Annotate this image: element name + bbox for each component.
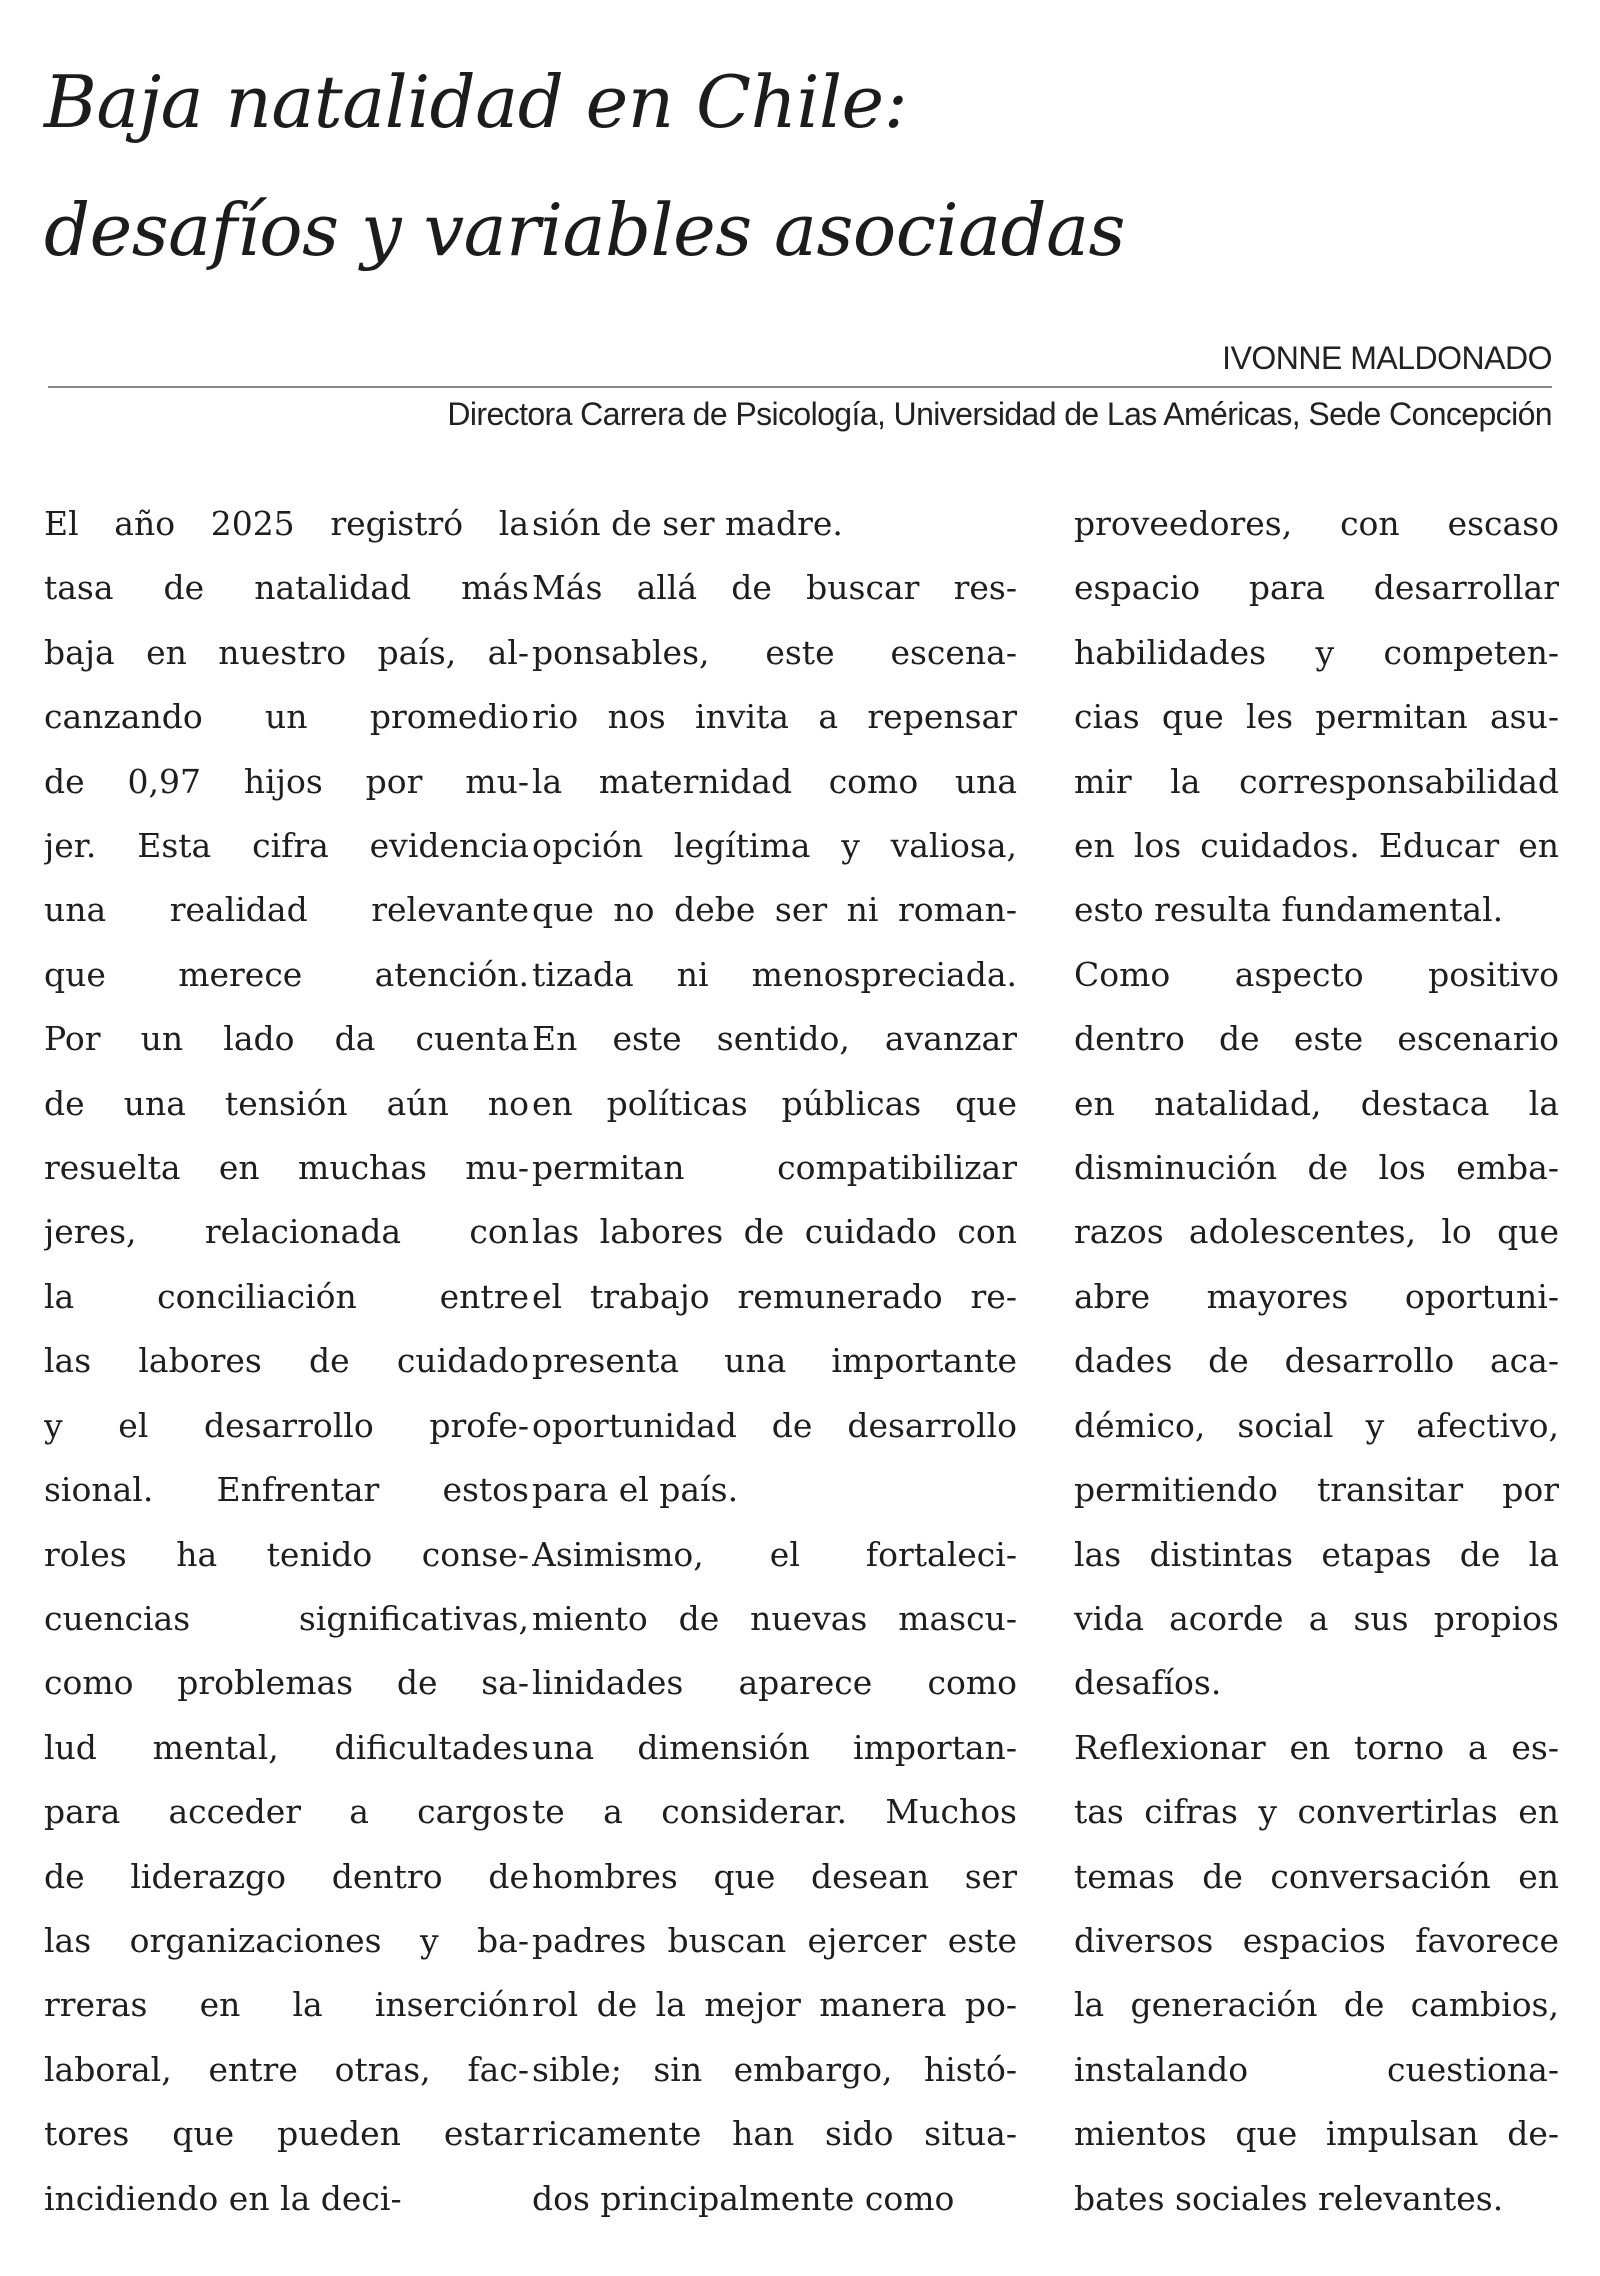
text-line: el trabajo remunerado re- [532, 1276, 1017, 1316]
text-line: razos adolescentes, lo que [1074, 1212, 1559, 1252]
text-line: que merece atención. [44, 954, 529, 994]
text-line: oportunidad de desarrollo [532, 1405, 1017, 1445]
text-line: de 0,97 hijos por mu- [44, 761, 529, 801]
text-line: las organizaciones y ba- [44, 1920, 529, 1960]
text-line: resuelta en muchas mu- [44, 1148, 529, 1188]
text-line: Por un lado da cuenta [44, 1019, 529, 1059]
article-title-line: desafíos y variables asociadas [44, 188, 1125, 272]
text-line: instalando cuestiona- [1074, 2049, 1559, 2089]
text-line: tores que pueden estar [44, 2114, 529, 2154]
text-line: temas de conversación en [1074, 1856, 1559, 1896]
text-line: sión de ser madre. [532, 504, 843, 543]
text-line: de una tensión aún no [44, 1083, 529, 1123]
text-line: Reflexionar en torno a es- [1074, 1727, 1559, 1767]
text-line: permitiendo transitar por [1074, 1470, 1559, 1510]
text-line: linidades aparece como [532, 1663, 1017, 1703]
text-line: miento de nuevas mascu- [532, 1598, 1017, 1638]
author-affiliation: Directora Carrera de Psicología, Universidad de Las Américas, Sede Concepción [447, 396, 1552, 432]
paragraph [532, 1523, 1017, 2231]
text-line: en los cuidados. Educar en [1074, 826, 1559, 866]
paragraph [1074, 943, 1559, 1716]
text-line: laboral, entre otras, fac- [44, 2049, 529, 2089]
text-line: bates sociales relevantes. [1074, 2178, 1504, 2218]
text-line: ricamente han sido situa- [532, 2114, 1017, 2154]
paragraph [1074, 492, 1559, 943]
text-line: vida acorde a sus propios [1074, 1598, 1559, 1638]
text-line: para el país. [532, 1470, 739, 1510]
text-line: sible; sin embargo, histó- [532, 2049, 1017, 2089]
text-line: démico, social y afectivo, [1074, 1405, 1559, 1445]
text-line: rol de la mejor manera po- [532, 1985, 1017, 2025]
text-line: En este sentido, avanzar [532, 1019, 1017, 1059]
author-name: IVONNE MALDONADO [1222, 340, 1552, 376]
text-line: El año 2025 registró la [44, 504, 529, 543]
text-line: mientos que impulsan de- [1074, 2114, 1559, 2154]
text-line: dades de desarrollo aca- [1074, 1341, 1559, 1381]
text-line: tizada ni menospreciada. [532, 954, 1017, 994]
text-line: ponsables, este escena- [532, 632, 1017, 672]
text-line: desafíos. [1074, 1663, 1222, 1703]
paragraph [44, 492, 529, 2231]
byline [48, 336, 1552, 440]
text-line: tas cifras y convertirlas en [1074, 1792, 1559, 1832]
text-column-1 [44, 492, 529, 2231]
text-column-2 [532, 492, 1017, 2231]
text-line: habilidades y competen- [1074, 632, 1559, 672]
text-line: una dimensión importan- [532, 1727, 1017, 1767]
text-line: mir la corresponsabilidad [1074, 761, 1559, 801]
text-line: baja en nuestro país, al- [44, 632, 529, 672]
text-line: la conciliación entre [44, 1276, 529, 1316]
text-line: la generación de cambios, [1074, 1985, 1559, 2025]
paragraph [532, 556, 1017, 1522]
text-line: de liderazgo dentro de [44, 1856, 529, 1896]
paragraph [532, 492, 1017, 556]
text-line: que no debe ser ni roman- [532, 890, 1017, 930]
text-line: hombres que desean ser [532, 1856, 1017, 1896]
text-line: las labores de cuidado [44, 1341, 529, 1381]
text-line: dos principalmente como [532, 2178, 955, 2218]
text-line: canzando un promedio [44, 697, 529, 737]
article-title [44, 38, 1125, 294]
text-line: disminución de los emba- [1074, 1148, 1559, 1188]
text-line: una realidad relevante [44, 890, 529, 930]
text-line: padres buscan ejercer este [532, 1920, 1017, 1960]
text-line: proveedores, con escaso [1074, 504, 1559, 543]
text-line: rio nos invita a repensar [532, 697, 1017, 737]
text-line: la maternidad como una [532, 761, 1017, 801]
text-line: permitan compatibilizar [532, 1148, 1017, 1188]
text-column-3 [1074, 492, 1559, 2231]
text-line: Más allá de buscar res- [532, 568, 1017, 608]
text-line: incidiendo en la deci- [44, 2178, 402, 2218]
text-line: te a considerar. Muchos [532, 1792, 1017, 1832]
text-line: para acceder a cargos [44, 1792, 529, 1832]
text-line: Como aspecto positivo [1074, 954, 1559, 994]
text-line: en natalidad, destaca la [1074, 1083, 1559, 1123]
text-line: las labores de cuidado con [532, 1212, 1017, 1252]
text-line: jer. Esta cifra evidencia [44, 826, 529, 866]
text-line: diversos espacios favorece [1074, 1920, 1559, 1960]
text-line: jeres, relacionada con [44, 1212, 529, 1252]
text-line: lud mental, dificultades [44, 1727, 529, 1767]
text-line: cias que les permitan asu- [1074, 697, 1559, 737]
byline-divider [48, 386, 1552, 388]
text-line: las distintas etapas de la [1074, 1534, 1559, 1574]
article-title-line: Baja natalidad en Chile: [44, 60, 908, 144]
text-line: abre mayores oportuni- [1074, 1276, 1559, 1316]
text-line: tasa de natalidad más [44, 568, 529, 608]
text-line: dentro de este escenario [1074, 1019, 1559, 1059]
text-line: esto resulta fundamental. [1074, 890, 1504, 930]
text-line: sional. Enfrentar estos [44, 1470, 529, 1510]
text-line: roles ha tenido conse- [44, 1534, 529, 1574]
paragraph [1074, 1716, 1559, 2231]
text-line: en políticas públicas que [532, 1083, 1017, 1123]
text-line: cuencias significativas, [44, 1598, 529, 1638]
text-line: y el desarrollo profe- [44, 1405, 529, 1445]
text-line: presenta una importante [532, 1341, 1017, 1381]
text-line: Asimismo, el fortaleci- [532, 1534, 1017, 1574]
text-line: espacio para desarrollar [1074, 568, 1559, 608]
text-line: opción legítima y valiosa, [532, 826, 1017, 866]
text-line: rreras en la inserción [44, 1985, 529, 2025]
text-line: como problemas de sa- [44, 1663, 529, 1703]
article-body [44, 492, 1559, 2222]
